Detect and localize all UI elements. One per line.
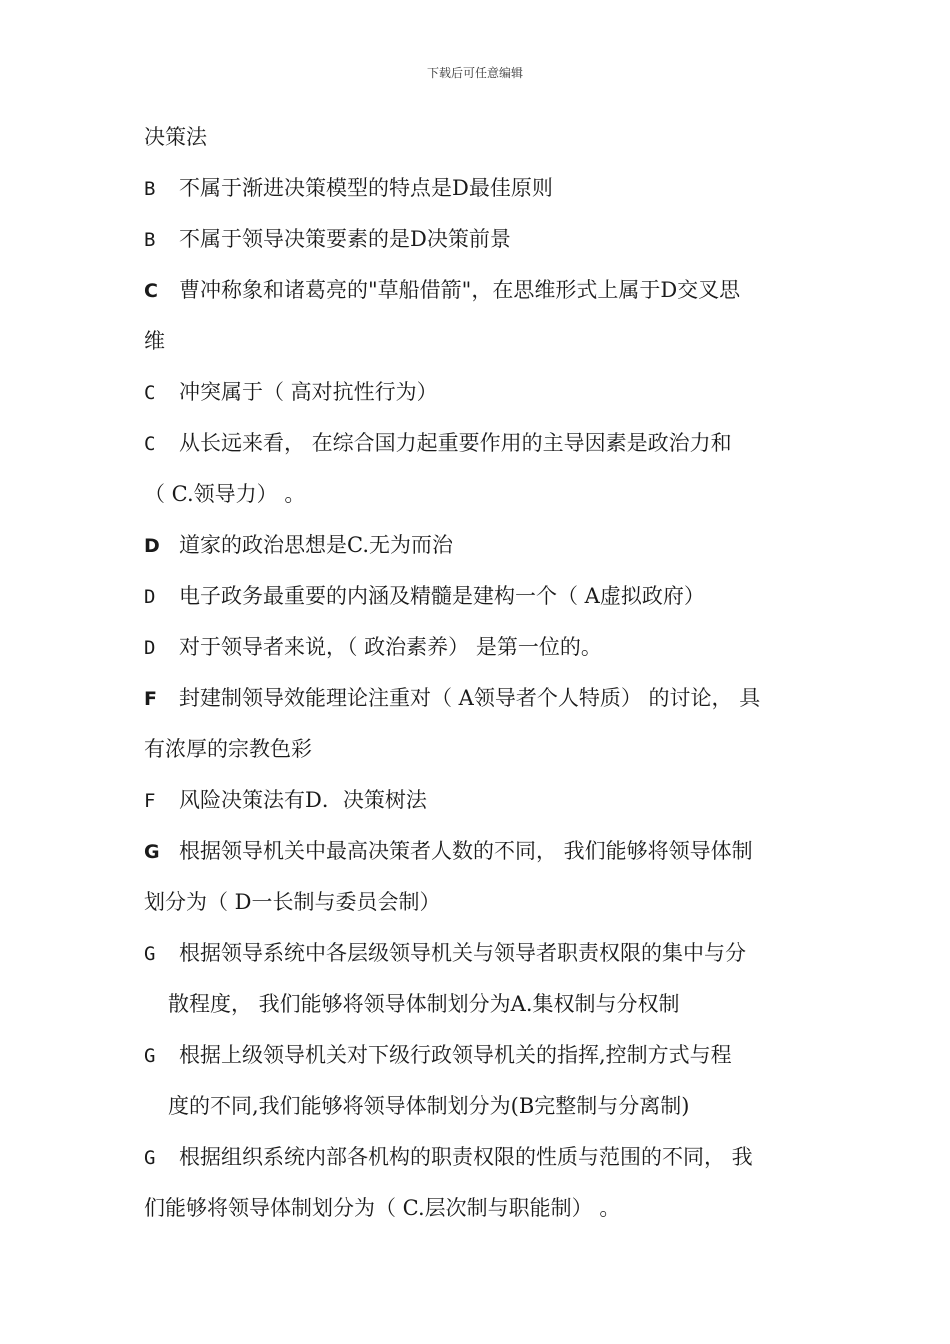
line-text: 不属于领导决策要素的是D决策前景 <box>179 227 511 251</box>
text-line <box>144 265 810 316</box>
index-letter: B <box>144 229 156 251</box>
text-line <box>144 112 810 163</box>
text-line <box>144 214 810 265</box>
index-letter: C <box>144 433 156 455</box>
line-text: 风险决策法有D．决策树法 <box>179 788 427 812</box>
line-text: 冲突属于（ 高对抗性行为） <box>179 380 438 404</box>
index-letter: G <box>144 943 156 965</box>
line-text: 们能够将领导体制划分为（ C.层次制与职能制） 。 <box>144 1196 621 1220</box>
line-text: 对于领导者来说，（ 政治素养） 是第一位的。 <box>179 635 602 659</box>
line-text: 道家的政治思想是C.无为而治 <box>179 533 453 557</box>
line-text: 度的不同,我们能够将领导体制划分为(B完整制与分离制) <box>168 1094 690 1118</box>
text-line <box>144 367 810 418</box>
line-text: 有浓厚的宗教色彩 <box>144 737 312 761</box>
text-line <box>144 520 810 571</box>
document-body <box>144 112 810 1234</box>
text-line <box>144 826 810 877</box>
text-line <box>144 1132 810 1183</box>
text-line-continuation <box>144 1081 810 1132</box>
index-letter: G <box>144 1147 156 1169</box>
text-line <box>144 571 810 622</box>
line-text: 不属于渐进决策模型的特点是D最佳原则 <box>179 176 553 200</box>
line-text: 从长远来看， 在综合国力起重要作用的主导因素是政治力和 <box>179 431 732 455</box>
index-letter: D <box>144 637 156 659</box>
index-letter: C <box>144 280 158 302</box>
text-line <box>144 163 810 214</box>
text-line-continuation <box>144 469 810 520</box>
line-text: 根据领导机关中最高决策者人数的不同， 我们能够将领导体制 <box>179 839 753 863</box>
text-line <box>144 775 810 826</box>
text-line <box>144 622 810 673</box>
index-letter: G <box>144 1045 156 1067</box>
text-line-continuation <box>144 1183 810 1234</box>
text-line-continuation <box>144 316 810 367</box>
index-letter: C <box>144 382 156 404</box>
index-letter: F <box>144 688 157 710</box>
text-line-continuation <box>144 877 810 928</box>
line-text: 决策法 <box>144 125 207 149</box>
text-line-continuation <box>144 979 810 1030</box>
page-header: 下载后可任意编辑 <box>426 66 523 80</box>
index-letter: B <box>144 178 156 200</box>
index-letter: G <box>144 841 160 863</box>
text-line <box>144 673 810 724</box>
line-text: 划分为（ D一长制与委员会制） <box>144 890 441 914</box>
line-text: 曹冲称象和诸葛亮的"草船借箭"，在思维形式上属于D交叉思 <box>179 278 741 302</box>
line-text: 维 <box>144 329 165 353</box>
index-letter: D <box>144 586 156 608</box>
line-text: 根据上级领导机关对下级行政领导机关的指挥,控制方式与程 <box>179 1043 732 1067</box>
line-text: 根据组织系统内部各机构的职责权限的性质与范围的不同， 我 <box>179 1145 753 1169</box>
text-line <box>144 928 810 979</box>
text-line <box>144 1030 810 1081</box>
index-letter: D <box>144 535 160 557</box>
text-line <box>144 418 810 469</box>
index-letter: F <box>144 790 156 812</box>
text-line-continuation <box>144 724 810 775</box>
line-text: 电子政务最重要的内涵及精髓是建构一个（ A虚拟政府） <box>179 584 705 608</box>
line-text: （ C.领导力） 。 <box>144 482 306 506</box>
line-text: 根据领导系统中各层级领导机关与领导者职责权限的集中与分 <box>179 941 746 965</box>
line-text: 散程度， 我们能够将领导体制划分为A.集权制与分权制 <box>168 992 680 1016</box>
line-text: 封建制领导效能理论注重对（ A领导者个人特质） 的讨论， 具 <box>179 686 761 710</box>
